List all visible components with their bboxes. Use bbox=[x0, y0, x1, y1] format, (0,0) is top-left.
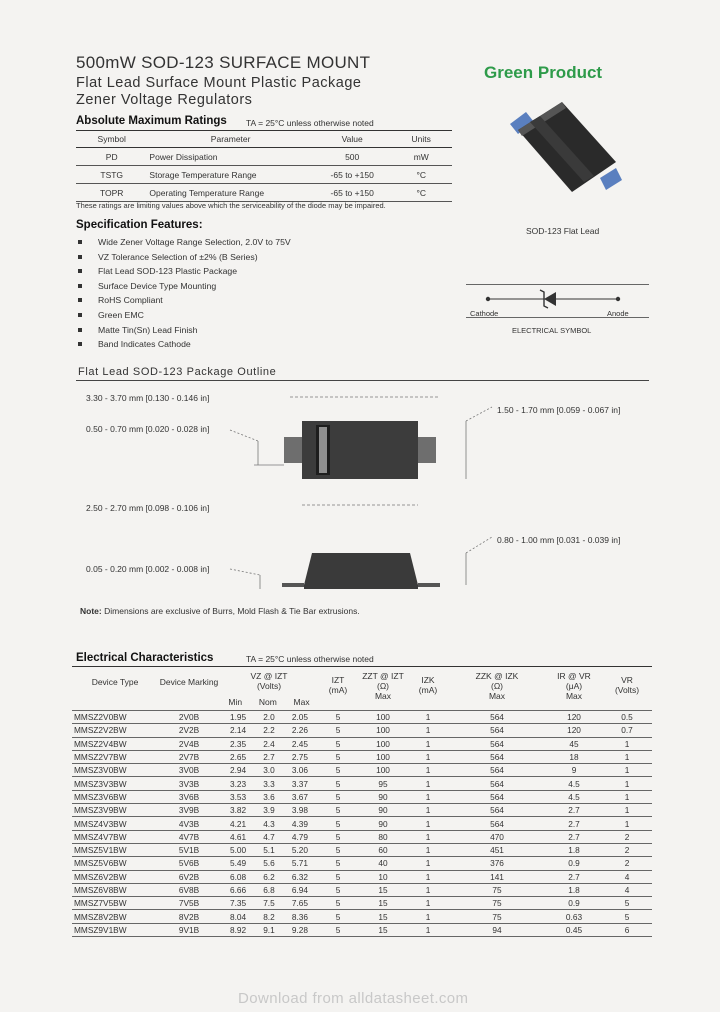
ir-cell: 0.9 bbox=[546, 857, 602, 870]
device-type-cell: MMSZ2V2BW bbox=[72, 724, 158, 737]
device-type-cell: MMSZ5V6BW bbox=[72, 857, 158, 870]
vz-nom-cell: 2.2 bbox=[256, 724, 282, 737]
vz-min-cell: 4.61 bbox=[220, 830, 256, 843]
device-marking-cell: 5V6B bbox=[158, 857, 220, 870]
zzt-cell: 95 bbox=[358, 777, 408, 790]
vr-cell: 5 bbox=[602, 910, 652, 923]
table-row bbox=[72, 923, 652, 936]
izt-cell: 5 bbox=[318, 804, 358, 817]
zzk-unit: (Ω) bbox=[490, 681, 503, 691]
list-item: Surface Device Type Mounting bbox=[78, 279, 291, 294]
symbol-cell: PD bbox=[76, 148, 147, 166]
page-subtitle: Flat Lead Surface Mount Plastic Package bbox=[76, 75, 362, 91]
vz-max-cell: 2.05 bbox=[282, 711, 318, 724]
vz-min-cell: 4.21 bbox=[220, 817, 256, 830]
vr-cell: 6 bbox=[602, 923, 652, 936]
package-caption: SOD-123 Flat Lead bbox=[526, 226, 600, 236]
zzt-cell: 40 bbox=[358, 857, 408, 870]
zzt-cell: 15 bbox=[358, 897, 408, 910]
izt-cell: 5 bbox=[318, 910, 358, 923]
izk-cell: 1 bbox=[408, 897, 448, 910]
dim-lead-width: 0.50 - 0.70 mm [0.020 - 0.028 in] bbox=[86, 424, 210, 434]
vz-label: VZ @ IZT bbox=[250, 671, 288, 681]
vz-max-cell: 2.75 bbox=[282, 750, 318, 763]
ir-cell: 2.7 bbox=[546, 870, 602, 883]
izk-cell: 1 bbox=[408, 923, 448, 936]
zzt-cell: 15 bbox=[358, 923, 408, 936]
izt-cell: 5 bbox=[318, 870, 358, 883]
vr-cell: 1 bbox=[602, 777, 652, 790]
vz-max-cell: 2.26 bbox=[282, 724, 318, 737]
zzk-cell: 564 bbox=[448, 724, 546, 737]
col-nom: Nom bbox=[258, 697, 277, 707]
device-type-cell: MMSZ8V2BW bbox=[72, 910, 158, 923]
ir-cell: 45 bbox=[546, 737, 602, 750]
ir-cell: 2.7 bbox=[546, 817, 602, 830]
vz-nom-cell: 2.7 bbox=[256, 750, 282, 763]
izk-cell: 1 bbox=[408, 777, 448, 790]
note-label: Note: bbox=[80, 606, 102, 616]
izt-cell: 5 bbox=[318, 737, 358, 750]
table-row bbox=[72, 843, 652, 856]
list-item: Green EMC bbox=[78, 308, 291, 323]
izk-cell: 1 bbox=[408, 737, 448, 750]
page-subtitle-2: Zener Voltage Regulators bbox=[76, 92, 253, 108]
table-row bbox=[72, 804, 652, 817]
vr-cell: 0.7 bbox=[602, 724, 652, 737]
footer-watermark: Download from alldatasheet.com bbox=[238, 990, 469, 1007]
vz-max-cell: 7.65 bbox=[282, 897, 318, 910]
device-marking-cell: 2V2B bbox=[158, 724, 220, 737]
table-row bbox=[72, 790, 652, 803]
outline-drawing bbox=[220, 385, 500, 595]
vz-max-cell: 3.67 bbox=[282, 790, 318, 803]
zzt-cell: 60 bbox=[358, 843, 408, 856]
ir-cell: 4.5 bbox=[546, 790, 602, 803]
col-ir bbox=[546, 667, 602, 711]
value-cell: -65 to +150 bbox=[314, 184, 391, 202]
vz-min-cell: 2.35 bbox=[220, 737, 256, 750]
device-marking-cell: 5V1B bbox=[158, 843, 220, 856]
units-cell: °C bbox=[390, 166, 452, 184]
col-izk bbox=[408, 667, 448, 711]
izk-cell: 1 bbox=[408, 711, 448, 724]
device-type-cell: MMSZ3V3BW bbox=[72, 777, 158, 790]
vz-nom-cell: 3.0 bbox=[256, 764, 282, 777]
device-marking-cell: 4V7B bbox=[158, 830, 220, 843]
ir-cell: 2.7 bbox=[546, 804, 602, 817]
col-vz bbox=[220, 667, 318, 711]
zzt-cell: 100 bbox=[358, 737, 408, 750]
device-marking-cell: 7V5B bbox=[158, 897, 220, 910]
vz-nom-cell: 8.2 bbox=[256, 910, 282, 923]
vz-nom-cell: 6.8 bbox=[256, 883, 282, 896]
vr-cell: 1 bbox=[602, 817, 652, 830]
vz-max-cell: 4.39 bbox=[282, 817, 318, 830]
zzk-cell: 564 bbox=[448, 737, 546, 750]
vr-unit: (Volts) bbox=[614, 685, 640, 695]
device-marking-cell: 8V2B bbox=[158, 910, 220, 923]
vz-max-cell: 9.28 bbox=[282, 923, 318, 936]
zzk-cell: 564 bbox=[448, 817, 546, 830]
table-row bbox=[72, 737, 652, 750]
list-item: Wide Zener Voltage Range Selection, 2.0V to 75V bbox=[78, 235, 291, 250]
outline-heading: Flat Lead SOD-123 Package Outline bbox=[78, 366, 277, 378]
vz-max-cell: 6.32 bbox=[282, 870, 318, 883]
table-row bbox=[72, 830, 652, 843]
vr-cell: 0.5 bbox=[602, 711, 652, 724]
izt-cell: 5 bbox=[318, 830, 358, 843]
device-type-cell: MMSZ4V3BW bbox=[72, 817, 158, 830]
izt-cell: 5 bbox=[318, 790, 358, 803]
zzk-label: ZZK @ IZK bbox=[475, 671, 519, 681]
zzt-max: Max bbox=[374, 691, 392, 701]
vz-max-cell: 5.71 bbox=[282, 857, 318, 870]
zzt-label: ZZT @ IZT bbox=[362, 671, 404, 681]
zzk-cell: 376 bbox=[448, 857, 546, 870]
parameter-cell: Power Dissipation bbox=[147, 148, 313, 166]
zzt-cell: 90 bbox=[358, 804, 408, 817]
table-row bbox=[72, 857, 652, 870]
package-image bbox=[490, 100, 630, 210]
list-item: Band Indicates Cathode bbox=[78, 337, 291, 352]
device-type-cell: MMSZ3V9BW bbox=[72, 804, 158, 817]
device-type-cell: MMSZ3V0BW bbox=[72, 764, 158, 777]
vr-cell: 1 bbox=[602, 764, 652, 777]
vz-nom-cell: 7.5 bbox=[256, 897, 282, 910]
vz-max-cell: 3.37 bbox=[282, 777, 318, 790]
vz-min-cell: 2.94 bbox=[220, 764, 256, 777]
zzk-cell: 564 bbox=[448, 711, 546, 724]
device-type-cell: MMSZ7V5BW bbox=[72, 897, 158, 910]
table-row bbox=[72, 750, 652, 763]
col-symbol: Symbol bbox=[76, 131, 147, 148]
vz-max-cell: 4.79 bbox=[282, 830, 318, 843]
ir-cell: 2.7 bbox=[546, 830, 602, 843]
device-type-cell: MMSZ6V2BW bbox=[72, 870, 158, 883]
izk-cell: 1 bbox=[408, 910, 448, 923]
vr-cell: 1 bbox=[602, 790, 652, 803]
dim-height: 0.80 - 1.00 mm [0.031 - 0.039 in] bbox=[497, 535, 621, 545]
col-min: Min bbox=[228, 697, 243, 707]
vz-max-cell: 3.98 bbox=[282, 804, 318, 817]
device-type-cell: MMSZ4V7BW bbox=[72, 830, 158, 843]
vz-min-cell: 7.35 bbox=[220, 897, 256, 910]
izt-cell: 5 bbox=[318, 724, 358, 737]
abs-max-note: These ratings are limiting values above which the serviceability of the diode may be impaired. bbox=[76, 201, 386, 210]
electrical-table-body bbox=[72, 711, 652, 937]
col-units: Units bbox=[390, 131, 452, 148]
ir-label: IR @ VR bbox=[557, 671, 591, 681]
value-cell: 500 bbox=[314, 148, 391, 166]
device-type-cell: MMSZ3V6BW bbox=[72, 790, 158, 803]
vz-min-cell: 3.53 bbox=[220, 790, 256, 803]
vz-nom-cell: 3.6 bbox=[256, 790, 282, 803]
vz-nom-cell: 3.9 bbox=[256, 804, 282, 817]
note-text: Dimensions are exclusive of Burrs, Mold Flash & Tie Bar extrusions. bbox=[104, 606, 360, 616]
table-row bbox=[72, 883, 652, 896]
symbol-cell: TSTG bbox=[76, 166, 147, 184]
anode-label: Anode bbox=[607, 309, 629, 318]
vz-nom-cell: 9.1 bbox=[256, 923, 282, 936]
vz-min-cell: 2.14 bbox=[220, 724, 256, 737]
vr-cell: 1 bbox=[602, 737, 652, 750]
zzt-cell: 100 bbox=[358, 764, 408, 777]
izk-cell: 1 bbox=[408, 883, 448, 896]
izk-cell: 1 bbox=[408, 764, 448, 777]
list-item: Matte Tin(Sn) Lead Finish bbox=[78, 323, 291, 338]
vz-unit: (Volts) bbox=[256, 681, 282, 691]
zzk-max: Max bbox=[488, 691, 506, 701]
device-type-cell: MMSZ2V0BW bbox=[72, 711, 158, 724]
zzk-cell: 564 bbox=[448, 750, 546, 763]
table-row bbox=[76, 148, 452, 166]
vr-cell: 4 bbox=[602, 883, 652, 896]
abs-max-condition: TA = 25°C unless otherwise noted bbox=[246, 118, 374, 128]
device-marking-cell: 3V3B bbox=[158, 777, 220, 790]
izk-cell: 1 bbox=[408, 830, 448, 843]
table-row bbox=[76, 184, 452, 202]
zzt-cell: 15 bbox=[358, 883, 408, 896]
device-type-cell: MMSZ2V4BW bbox=[72, 737, 158, 750]
vz-nom-cell: 5.6 bbox=[256, 857, 282, 870]
ir-unit: (μA) bbox=[565, 681, 583, 691]
zzk-cell: 75 bbox=[448, 883, 546, 896]
izk-label: IZK bbox=[421, 675, 435, 685]
zzt-cell: 90 bbox=[358, 817, 408, 830]
izt-cell: 5 bbox=[318, 777, 358, 790]
electrical-table bbox=[72, 666, 652, 937]
zzk-cell: 94 bbox=[448, 923, 546, 936]
vz-nom-cell: 2.0 bbox=[256, 711, 282, 724]
izt-cell: 5 bbox=[318, 764, 358, 777]
vz-max-cell: 8.36 bbox=[282, 910, 318, 923]
vz-min-cell: 5.00 bbox=[220, 843, 256, 856]
vz-max-cell: 2.45 bbox=[282, 737, 318, 750]
device-type-cell: MMSZ2V7BW bbox=[72, 750, 158, 763]
zzk-cell: 141 bbox=[448, 870, 546, 883]
ir-cell: 0.63 bbox=[546, 910, 602, 923]
parameter-cell: Storage Temperature Range bbox=[147, 166, 313, 184]
col-device-marking: Device Marking bbox=[158, 667, 220, 711]
ir-cell: 9 bbox=[546, 764, 602, 777]
device-marking-cell: 2V4B bbox=[158, 737, 220, 750]
features-heading: Specification Features: bbox=[76, 219, 203, 231]
izt-cell: 5 bbox=[318, 750, 358, 763]
vz-min-cell: 2.65 bbox=[220, 750, 256, 763]
vr-cell: 1 bbox=[602, 750, 652, 763]
list-item: RoHS Compliant bbox=[78, 293, 291, 308]
zzk-cell: 564 bbox=[448, 777, 546, 790]
col-parameter: Parameter bbox=[147, 131, 313, 148]
device-marking-cell: 2V7B bbox=[158, 750, 220, 763]
table-row bbox=[72, 724, 652, 737]
page-title: 500mW SOD-123 SURFACE MOUNT bbox=[76, 53, 371, 72]
list-item: Flat Lead SOD-123 Plastic Package bbox=[78, 264, 291, 279]
ir-cell: 120 bbox=[546, 724, 602, 737]
ir-max: Max bbox=[565, 691, 583, 701]
green-product-label: Green Product bbox=[484, 63, 603, 82]
izk-unit: (mA) bbox=[418, 685, 438, 695]
outline-divider bbox=[76, 380, 649, 381]
ir-cell: 18 bbox=[546, 750, 602, 763]
zzk-cell: 470 bbox=[448, 830, 546, 843]
vz-nom-cell: 4.3 bbox=[256, 817, 282, 830]
vz-max-cell: 5.20 bbox=[282, 843, 318, 856]
zzk-cell: 75 bbox=[448, 910, 546, 923]
device-type-cell: MMSZ6V8BW bbox=[72, 883, 158, 896]
vz-nom-cell: 4.7 bbox=[256, 830, 282, 843]
vr-cell: 2 bbox=[602, 843, 652, 856]
zzt-cell: 100 bbox=[358, 711, 408, 724]
col-vr bbox=[602, 667, 652, 711]
symbol-cell: TOPR bbox=[76, 184, 147, 202]
device-marking-cell: 2V0B bbox=[158, 711, 220, 724]
izt-cell: 5 bbox=[318, 711, 358, 724]
zzk-cell: 451 bbox=[448, 843, 546, 856]
device-marking-cell: 3V9B bbox=[158, 804, 220, 817]
zzt-cell: 90 bbox=[358, 790, 408, 803]
izt-cell: 5 bbox=[318, 843, 358, 856]
vz-min-cell: 5.49 bbox=[220, 857, 256, 870]
list-item: VZ Tolerance Selection of ±2% (B Series) bbox=[78, 250, 291, 265]
cathode-label: Cathode bbox=[470, 309, 499, 318]
ir-cell: 0.45 bbox=[546, 923, 602, 936]
vr-cell: 5 bbox=[602, 897, 652, 910]
outline-note bbox=[80, 606, 360, 616]
table-row bbox=[72, 817, 652, 830]
device-type-cell: MMSZ9V1BW bbox=[72, 923, 158, 936]
izt-cell: 5 bbox=[318, 923, 358, 936]
vz-min-cell: 3.82 bbox=[220, 804, 256, 817]
col-zzk bbox=[448, 667, 546, 711]
vr-cell: 4 bbox=[602, 870, 652, 883]
device-marking-cell: 3V0B bbox=[158, 764, 220, 777]
ir-cell: 120 bbox=[546, 711, 602, 724]
abs-max-heading: Absolute Maximum Ratings bbox=[76, 115, 227, 127]
zzt-cell: 100 bbox=[358, 750, 408, 763]
device-marking-cell: 4V3B bbox=[158, 817, 220, 830]
vr-cell: 2 bbox=[602, 830, 652, 843]
izt-cell: 5 bbox=[318, 897, 358, 910]
zzt-unit: (Ω) bbox=[376, 681, 389, 691]
ir-cell: 4.5 bbox=[546, 777, 602, 790]
vz-nom-cell: 5.1 bbox=[256, 843, 282, 856]
units-cell: mW bbox=[390, 148, 452, 166]
vz-nom-cell: 2.4 bbox=[256, 737, 282, 750]
vz-min-cell: 6.66 bbox=[220, 883, 256, 896]
col-value: Value bbox=[314, 131, 391, 148]
vz-min-cell: 8.92 bbox=[220, 923, 256, 936]
dim-lead-thick: 0.05 - 0.20 mm [0.002 - 0.008 in] bbox=[86, 564, 210, 574]
vr-cell: 2 bbox=[602, 857, 652, 870]
vz-subheaders bbox=[220, 697, 318, 707]
table-row bbox=[72, 910, 652, 923]
izk-cell: 1 bbox=[408, 817, 448, 830]
dim-body-len: 2.50 - 2.70 mm [0.098 - 0.106 in] bbox=[86, 503, 210, 513]
ir-cell: 1.8 bbox=[546, 843, 602, 856]
zzt-cell: 10 bbox=[358, 870, 408, 883]
vz-max-cell: 6.94 bbox=[282, 883, 318, 896]
electrical-heading: Electrical Characteristics bbox=[76, 652, 214, 664]
device-marking-cell: 3V6B bbox=[158, 790, 220, 803]
izk-cell: 1 bbox=[408, 790, 448, 803]
ir-cell: 1.8 bbox=[546, 883, 602, 896]
zzt-cell: 15 bbox=[358, 910, 408, 923]
electrical-condition: TA = 25°C unless otherwise noted bbox=[246, 654, 374, 664]
dim-body-width: 1.50 - 1.70 mm [0.059 - 0.067 in] bbox=[497, 405, 621, 415]
parameter-cell: Operating Temperature Range bbox=[147, 184, 313, 202]
value-cell: -65 to +150 bbox=[314, 166, 391, 184]
izk-cell: 1 bbox=[408, 870, 448, 883]
vz-min-cell: 1.95 bbox=[220, 711, 256, 724]
col-device-type: Device Type bbox=[72, 667, 158, 711]
izk-cell: 1 bbox=[408, 857, 448, 870]
izk-cell: 1 bbox=[408, 804, 448, 817]
vz-nom-cell: 3.3 bbox=[256, 777, 282, 790]
device-type-cell: MMSZ5V1BW bbox=[72, 843, 158, 856]
zzk-cell: 564 bbox=[448, 764, 546, 777]
izk-cell: 1 bbox=[408, 750, 448, 763]
device-marking-cell: 6V8B bbox=[158, 883, 220, 896]
table-row bbox=[72, 764, 652, 777]
zzk-cell: 564 bbox=[448, 804, 546, 817]
vr-label: VR bbox=[621, 675, 633, 685]
units-cell: °C bbox=[390, 184, 452, 202]
vz-min-cell: 8.04 bbox=[220, 910, 256, 923]
device-marking-cell: 9V1B bbox=[158, 923, 220, 936]
device-marking-cell: 6V2B bbox=[158, 870, 220, 883]
table-row bbox=[72, 777, 652, 790]
izk-cell: 1 bbox=[408, 724, 448, 737]
zzk-cell: 75 bbox=[448, 897, 546, 910]
col-max: Max bbox=[293, 697, 310, 707]
abs-max-table bbox=[76, 130, 452, 202]
table-row bbox=[72, 897, 652, 910]
ir-cell: 0.9 bbox=[546, 897, 602, 910]
vr-cell: 1 bbox=[602, 804, 652, 817]
table-row bbox=[76, 166, 452, 184]
vz-min-cell: 6.08 bbox=[220, 870, 256, 883]
vz-max-cell: 3.06 bbox=[282, 764, 318, 777]
izt-cell: 5 bbox=[318, 857, 358, 870]
table-row bbox=[72, 870, 652, 883]
izk-cell: 1 bbox=[408, 843, 448, 856]
dim-length: 3.30 - 3.70 mm [0.130 - 0.146 in] bbox=[86, 393, 210, 403]
vz-min-cell: 3.23 bbox=[220, 777, 256, 790]
col-izt bbox=[318, 667, 358, 711]
zzt-cell: 80 bbox=[358, 830, 408, 843]
col-zzt bbox=[358, 667, 408, 711]
izt-cell: 5 bbox=[318, 883, 358, 896]
izt-label: IZT bbox=[331, 675, 345, 685]
zzk-cell: 564 bbox=[448, 790, 546, 803]
symbol-caption: ELECTRICAL SYMBOL bbox=[512, 326, 592, 335]
izt-unit: (mA) bbox=[328, 685, 348, 695]
vz-nom-cell: 6.2 bbox=[256, 870, 282, 883]
features-list bbox=[78, 235, 291, 352]
zzt-cell: 100 bbox=[358, 724, 408, 737]
table-row bbox=[72, 711, 652, 724]
izt-cell: 5 bbox=[318, 817, 358, 830]
